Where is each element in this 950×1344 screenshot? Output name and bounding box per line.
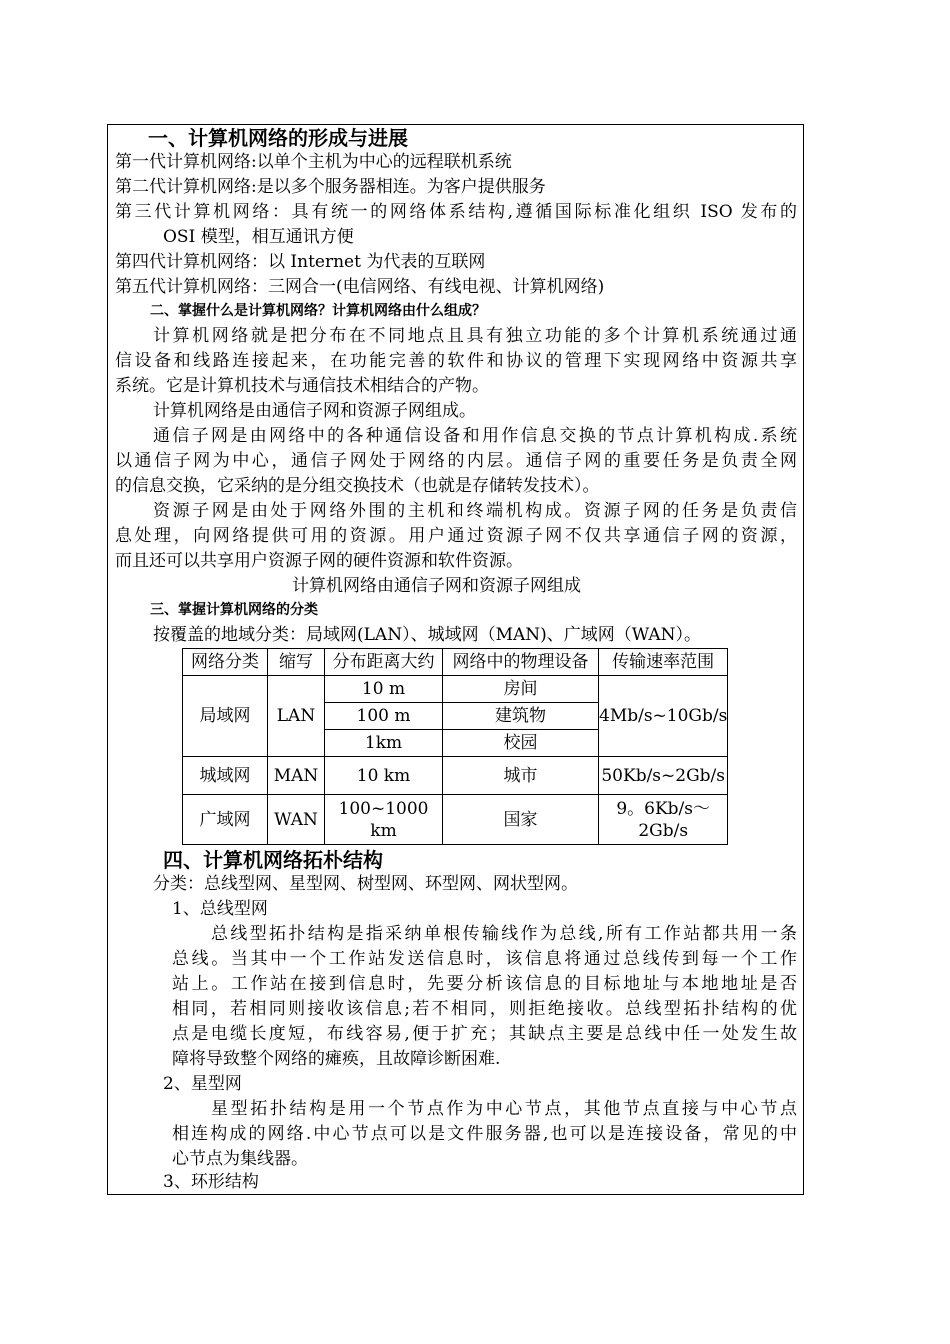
paragraph-line: 息处理，向网络提供可用的资源。用户通过资源子网不仅共享通信子网的资源，: [115, 526, 797, 546]
table-cell: 局域网: [183, 676, 268, 757]
table-cell: WAN: [268, 795, 325, 845]
table-cell: LAN: [268, 676, 325, 757]
table-row: [183, 795, 728, 845]
paragraph-line: 资源子网是由处于网络外围的主机和终端机构成。资源子网的任务是负责信: [153, 501, 797, 521]
table-cell: 国家: [443, 795, 599, 845]
paragraph-line: 第五代计算机网络：三网合一(电信网络、有线电视、计算机网络): [115, 277, 605, 297]
table-header-cell: 传输速率范围: [599, 649, 728, 676]
paragraph-line: 第四代计算机网络：以 Internet 为代表的互联网: [115, 252, 486, 272]
table-cell: 100~1000 km: [325, 795, 443, 845]
section-4-title: 四、计算机网络拓朴结构: [163, 848, 383, 872]
network-classification-table: [182, 648, 728, 845]
subsection-title: 3、环形结构: [163, 1172, 259, 1192]
table-cell: 1km: [325, 730, 443, 757]
paragraph-line: 的信息交换，它采纳的是分组交换技术（也就是存储转发技术）。: [115, 476, 600, 496]
paragraph-line: 信设备和线路连接起来，在功能完善的软件和协议的管理下实现网络中资源共享: [115, 351, 797, 371]
table-header-cell: 网络中的物理设备: [443, 649, 599, 676]
paragraph-line: 第二代计算机网络:是以多个服务器相连。为客户提供服务: [115, 177, 546, 197]
table-cell: MAN: [268, 757, 325, 795]
paragraph-line: 通信子网是由网络中的各种通信设备和用作信息交换的节点计算机构成.系统: [153, 426, 797, 446]
paragraph-line: 相同，若相同则接收该信息;若不相同，则拒绝接收。总线型拓扑结构的优: [172, 999, 797, 1019]
paragraph-line: 第一代计算机网络:以单个主机为中心的远程联机系统: [115, 152, 512, 172]
paragraph-line: 以通信子网为中心，通信子网处于网络的内层。通信子网的重要任务是负责全网: [115, 451, 797, 471]
speed-line: 9。6Kb/s～: [616, 798, 711, 819]
paragraph-line: 心节点为集线器。: [172, 1149, 308, 1169]
table-cell: 城域网: [183, 757, 268, 795]
subsection-title: 2、星型网: [163, 1074, 242, 1094]
subsection-title: 1、总线型网: [172, 899, 268, 919]
table-cell: 10 m: [325, 676, 443, 703]
paragraph-line: OSI 模型，相互通讯方便: [163, 227, 354, 247]
table-row: [183, 757, 728, 795]
paragraph-line: 计算机网络就是把分布在不同地点且具有独立功能的多个计算机系统通过通: [153, 326, 797, 346]
table-cell: 4Mb/s~10Gb/s: [599, 676, 728, 757]
table-cell: 校园: [443, 730, 599, 757]
section-2-title: 二、掌握什么是计算机网络？计算机网络由什么组成？: [150, 303, 486, 319]
paragraph-line: 第三代计算机网络：具有统一的网络体系结构,遵循国际标准化组织 ISO 发布的: [115, 202, 797, 222]
table-cell: 房间: [443, 676, 599, 703]
paragraph-line: 点是电缆长度短，布线容易,便于扩充；其缺点主要是总线中任一处发生故: [172, 1024, 797, 1044]
table-cell: [599, 795, 728, 845]
section-1-title: 一、计算机网络的形成与进展: [148, 126, 408, 150]
caption-line: 计算机网络由通信子网和资源子网组成: [292, 576, 581, 596]
table-cell: 10 km: [325, 757, 443, 795]
table-row: [183, 676, 728, 703]
table-cell: 建筑物: [443, 703, 599, 730]
table-header-row: [183, 649, 728, 676]
speed-line: 2Gb/s: [638, 820, 689, 841]
table-header-cell: 缩写: [268, 649, 325, 676]
table-header-cell: 网络分类: [183, 649, 268, 676]
paragraph-line: 总线型拓扑结构是指采纳单根传输线作为总线,所有工作站都共用一条: [211, 924, 797, 944]
paragraph-line: 而且还可以共享用户资源子网的硬件资源和软件资源。: [115, 551, 523, 571]
paragraph-line: 相连构成的网络.中心节点可以是文件服务器,也可以是连接设备，常见的中: [172, 1124, 797, 1144]
paragraph-line: 分类：总线型网、星型网、树型网、环型网、网状型网。: [153, 874, 578, 894]
paragraph-line: 星型拓扑结构是用一个节点作为中心节点，其他节点直接与中心节点: [211, 1099, 797, 1119]
paragraph-line: 站上。工作站在接到信息时，先要分析该信息的目标地址与本地地址是否: [172, 974, 797, 994]
table-cell: 100 m: [325, 703, 443, 730]
paragraph-line: 系统。它是计算机技术与通信技术相结合的产物。: [115, 376, 489, 396]
paragraph-line: 总线。当其中一个工作站发送信息时，该信息将通过总线传到每一个工作: [172, 949, 797, 969]
table-cell: 广域网: [183, 795, 268, 845]
table-header-cell: 分布距离大约: [325, 649, 443, 676]
section-3-title: 三、掌握计算机网络的分类: [150, 602, 318, 618]
paragraph-line: 计算机网络是由通信子网和资源子网组成。: [153, 401, 476, 421]
paragraph-line: 按覆盖的地域分类：局域网(LAN）、城域网（MAN)、广域网（WAN）。: [153, 625, 702, 645]
table-cell: 城市: [443, 757, 599, 795]
paragraph-line: 障将导致整个网络的瘫痪，且故障诊断困难.: [172, 1049, 501, 1069]
table-cell: 50Kb/s~2Gb/s: [599, 757, 728, 795]
